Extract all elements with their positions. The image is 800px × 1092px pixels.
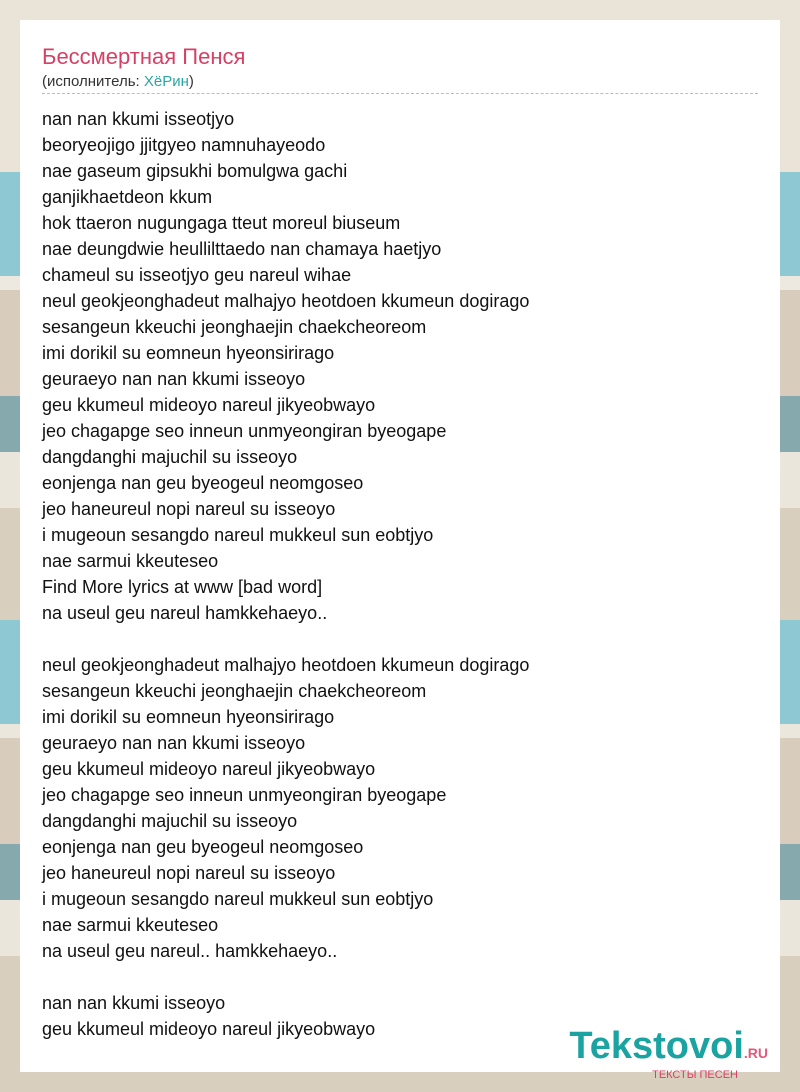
lyric-line: neul geokjeonghadeut malhajyo heotdoen kkumeun dogirago — [42, 291, 530, 311]
lyric-line: nan nan kkumi isseotjyo — [42, 109, 235, 129]
title-divider — [42, 93, 758, 94]
lyric-line: sesangeun kkeuchi jeonghaejin chaekcheoreom — [42, 681, 427, 701]
lyric-line: nae sarmui kkeuteseo — [42, 551, 219, 571]
lyric-blank-line — [42, 964, 762, 990]
lyric-line: geuraeyo nan nan kkumi isseoyo — [42, 733, 306, 753]
lyric-line: nae sarmui kkeuteseo — [42, 915, 219, 935]
lyric-line: na useul geu nareul.. hamkkehaeyo.. — [42, 941, 338, 961]
lyric-line: jeo chagapge seo inneun unmyeongiran byeogape — [42, 421, 447, 441]
lyric-line: nae gaseum gipsukhi bomulgwa gachi — [42, 161, 348, 181]
song-title: Бессмертная Пенся — [42, 44, 246, 69]
lyric-line: hok ttaeron nugungaga tteut moreul biuseum — [42, 213, 401, 233]
lyric-line: beoryeojigo jjitgyeo namnuhayeodo — [42, 135, 326, 155]
lyric-line: ganjikhaetdeon kkum — [42, 187, 213, 207]
site-logo — [569, 1026, 768, 1081]
lyric-line: nae deungdwie heullilttaedo nan chamaya haetjyo — [42, 239, 442, 259]
lyric-line: imi dorikil su eomneun hyeonsirirago — [42, 343, 335, 363]
lyric-line: i mugeoun sesangdo nareul mukkeul sun eobtjyo — [42, 889, 434, 909]
lyric-line: i mugeoun sesangdo nareul mukkeul sun eobtjyo — [42, 525, 434, 545]
lyric-line: na useul geu nareul hamkkehaeyo.. — [42, 603, 328, 623]
lyric-line: nan nan kkumi isseoyo — [42, 993, 226, 1013]
logo-main-text: Tekstovoi — [569, 1025, 744, 1067]
artist-line — [42, 73, 194, 90]
lyric-line: eonjenga nan geu byeogeul neomgoseo — [42, 473, 364, 493]
lyric-blank-line — [42, 626, 762, 652]
artist-link[interactable]: ХёРин — [143, 73, 189, 90]
lyric-line: geu kkumeul mideoyo nareul jikyeobwayo — [42, 395, 376, 415]
lyrics-card — [20, 20, 780, 1081]
lyric-line: jeo haneureul nopi nareul su isseoyo — [42, 863, 336, 883]
artist-suffix: ) — [188, 73, 194, 90]
lyric-line: neul geokjeonghadeut malhajyo heotdoen kkumeun dogirago — [42, 655, 530, 675]
lyrics-body — [42, 106, 762, 1042]
lyric-line: dangdanghi majuchil su isseoyo — [42, 447, 298, 467]
lyric-line: chameul su isseotjyo geu nareul wihae — [42, 265, 352, 285]
logo-ru-suffix: .RU — [743, 1045, 768, 1061]
lyric-line: geuraeyo nan nan kkumi isseoyo — [42, 369, 306, 389]
lyric-line: dangdanghi majuchil su isseoyo — [42, 811, 298, 831]
logo-tagline: ТЕКСТЫ ПЕСЕН — [652, 1069, 738, 1081]
lyric-line: geu kkumeul mideoyo nareul jikyeobwayo — [42, 1019, 376, 1039]
lyric-line: jeo haneureul nopi nareul su isseoyo — [42, 499, 336, 519]
artist-prefix: (исполнитель: — [42, 73, 144, 90]
lyric-line: geu kkumeul mideoyo nareul jikyeobwayo — [42, 759, 376, 779]
lyric-line: eonjenga nan geu byeogeul neomgoseo — [42, 837, 364, 857]
lyric-line: imi dorikil su eomneun hyeonsirirago — [42, 707, 335, 727]
lyric-line: Find More lyrics at www [bad word] — [42, 577, 323, 597]
lyric-line: sesangeun kkeuchi jeonghaejin chaekcheoreom — [42, 317, 427, 337]
lyric-line: jeo chagapge seo inneun unmyeongiran byeogape — [42, 785, 447, 805]
